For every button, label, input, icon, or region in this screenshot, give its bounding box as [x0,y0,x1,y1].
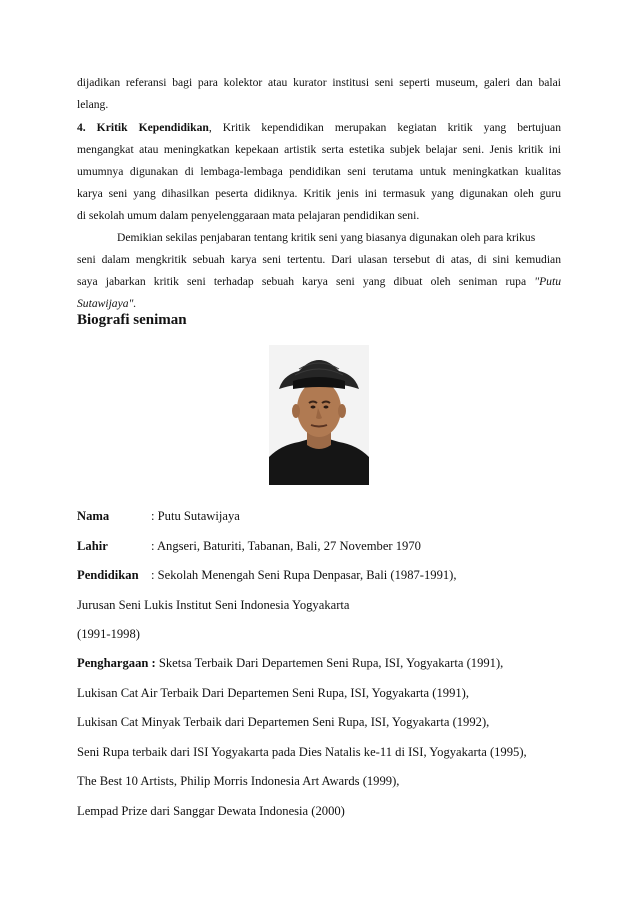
artist-portrait-icon [269,345,369,485]
bio-value: : Putu Sutawijaya [151,509,240,523]
paragraph-line: umumnya digunakan di lembaga-lembaga pendidikan seni terutama untuk meningkatkan kualitas [77,165,561,178]
award-item: Lukisan Cat Air Terbaik Dari Departemen Seni Rupa, ISI, Yogyakarta (1991), [77,686,470,700]
paragraph-text: , Kritik kependidikan merupakan kegiatan kritik yang bertujuan [208,121,561,134]
bio-value: : Sekolah Menengah Seni Rupa Denpasar, Bali (1987-1991), [151,568,457,582]
paragraph-line: Sutawijaya". [77,297,137,310]
paragraph-line [77,121,561,135]
paragraph-text: saya jabarkan kritik seni terhadap sebuah karya seni yang dibuat oleh seniman rupa [77,275,527,288]
paragraph-line: Demikian sekilas penjabaran tentang kritik seni yang biasanya digunakan oleh para krikus [117,231,536,244]
paragraph-line: dijadikan referansi bagi para kolektor atau kurator institusi seni seperti museum, galeri dan balai [77,76,561,89]
bio-line: (1991-1998) [77,627,140,641]
bio-line: Jurusan Seni Lukis Institut Seni Indonesia Yogyakarta [77,598,350,612]
award-item: Seni Rupa terbaik dari ISI Yogyakarta pada Dies Natalis ke-11 di ISI, Yogyakarta (1995), [77,745,527,759]
paragraph-line: mengangkat atau meningkatkan kepekaan artistik serta estetika subjek belajar seni. Jenis kritik ini [77,143,561,156]
artist-name-italic: "Putu [534,275,561,288]
bio-value: : Angseri, Baturiti, Tabanan, Bali, 27 November 1970 [151,539,421,553]
award-item: Lukisan Cat Minyak Terbaik dari Departemen Seni Rupa, ISI, Yogyakarta (1992), [77,715,490,729]
paragraph-line: di sekolah umum dalam penyelenggaraan mata pelajaran pendidikan seni. [77,209,420,222]
paragraph-line [77,275,561,289]
award-item: The Best 10 Artists, Philip Morris Indonesia Art Awards (1999), [77,774,400,788]
paragraph-line: seni dalam mengkritik sebuah karya seni tertentu. Dari ulasan tersebut di atas, di sini kemudian [77,253,561,266]
bio-label: Nama [77,509,110,523]
bio-label: Pendidikan [77,568,139,582]
bio-row-pendidikan [77,568,457,583]
section-label-kritik-kependidikan: 4. Kritik Kependidikan [77,121,209,134]
bio-label: Lahir [77,539,108,553]
bio-row-nama [77,509,240,524]
award-item: Lempad Prize dari Sanggar Dewata Indonesia (2000) [77,804,345,818]
paragraph-line: lelang. [77,98,109,111]
section-heading: Biografi seniman [77,312,187,328]
bio-value: Sketsa Terbaik Dari Departemen Seni Rupa, ISI, Yogyakarta (1991), [155,656,504,670]
artist-portrait-photo [269,345,369,485]
paragraph-line: karya seni yang dihasilkan peserta didiknya. Kritik jenis ini termasuk yang digunakan oleh guru [77,187,561,200]
bio-row-penghargaan [77,656,503,671]
bio-label: Penghargaan : [77,656,156,670]
bio-row-lahir [77,539,421,554]
